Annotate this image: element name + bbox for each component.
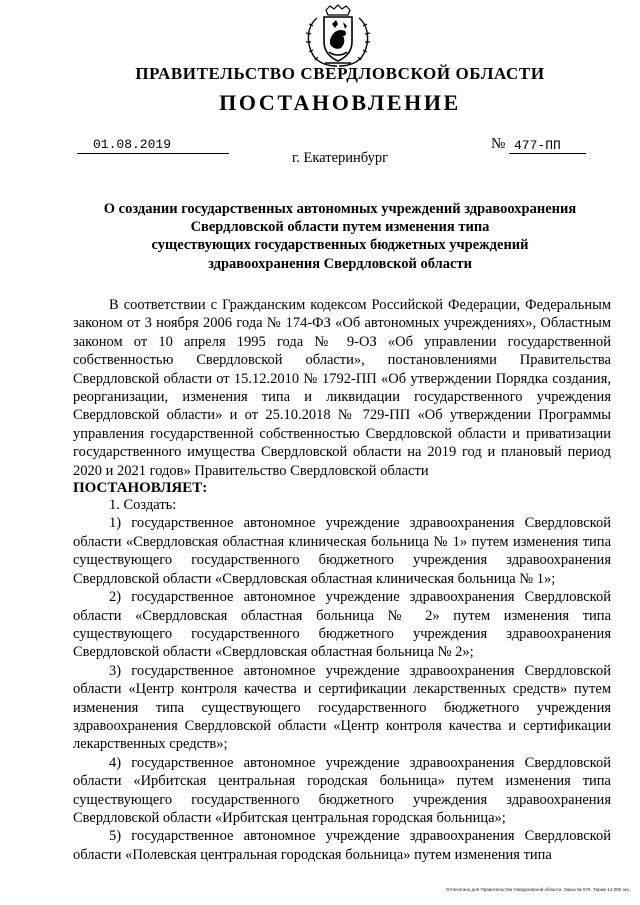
document-date: 01.08.2019: [93, 137, 172, 152]
resolves-heading: ПОСТАНОВЛЯЕТ:: [73, 480, 208, 497]
document-number: 477-ПП: [514, 138, 561, 153]
title-line: существующих государственных бюджетных учреждений: [151, 237, 529, 254]
subitem-4: 4) государственное автономное учреждение здравоохранения Свердловской области «Ирбитская центральная городская больница» путем изменения типа существующего государственного бюджетного учреждения здравоохранения Свердловской области «Ирбитская центральная городская больница»;: [73, 754, 611, 826]
subitem-1: 1) государственное автономное учреждение здравоохранения Свердловской области «Свердловская областная клиническая больница № 1» путем изменения типа существующего государственного бюджетного учреждения здравоохранения Свердловской области «Свердловская областная клиническая больница № 1»;: [73, 515, 611, 587]
city-name: г. Екатеринбург: [291, 150, 389, 166]
coat-of-arms-icon: [299, 4, 377, 68]
document-date-field: [77, 136, 229, 154]
item-1: 1. Создать:: [109, 497, 177, 514]
document-type: ПОСТАНОВЛЕНИЕ: [219, 90, 461, 115]
title-line: О создании государственных автономных учреждений здравоохранения: [103, 201, 577, 217]
subitem-5: 5) государственное автономное учреждение здравоохранения Свердловской области «Полевская центральная городская больница» путем изменения типа: [73, 828, 611, 863]
title-line: Свердловской области путем изменения типа: [190, 219, 490, 236]
title-line: здравоохранения Свердловской области: [208, 255, 472, 272]
number-label: №: [491, 136, 506, 152]
document-body: [73, 296, 611, 864]
date-underline: [77, 153, 229, 154]
print-footer: Отпечатано для Правительства Свердловской области. Заказ № 575. Тираж 14 000 экз.: [445, 887, 630, 892]
subitem-3: 3) государственное автономное учреждение здравоохранения Свердловской области «Центр контроля качества и сертификации лекарственных средств» путем изменения типа существующего государственного бюджетного учреждения здравоохранения Свердловской области «Центр контроля качества и сертификации лекарственных средств»;: [73, 662, 611, 753]
document-title: [85, 200, 595, 273]
preamble-paragraph: В соответствии с Гражданским кодексом Российской Федерации, Федеральным законом от 3 ноября 2006 года № 174-ФЗ «Об автономных учреждениях», Областным законом от 10 апреля 1995 года № 9-ОЗ «Об управлении государственной собственностью Свердловской области», постановлениями Правительства Свердловской области от 15.12.2010 № 1792-ПП «Об утверждении Порядка создания, реорганизации, изменения типа и ликвидации государственного учреждения Свердловской области» и от 25.10.2018 № 729-ПП «Об утверждении Программы управления государственной собственностью Свердловской области и приватизации государственного имущества Свердловской области на 2019 год и плановый период 2020 и 2021 годов» Правительство Свердловской области: [73, 297, 611, 479]
subitem-2: 2) государственное автономное учреждение здравоохранения Свердловской области «Свердловская областная больница № 2» путем изменения типа существующего государственного бюджетного учреждения здравоохранения Свердловской области «Свердловская областная больница № 2»;: [73, 589, 611, 661]
number-underline: [509, 153, 586, 154]
government-name: ПРАВИТЕЛЬСТВО СВЕРДЛОВСКОЙ ОБЛАСТИ: [135, 64, 545, 83]
